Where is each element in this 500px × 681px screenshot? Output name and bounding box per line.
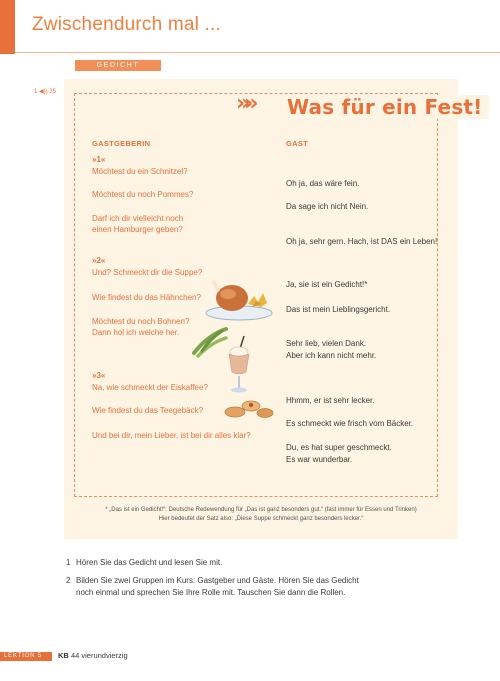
host-line: Darf ich dir vielleicht noch [92,214,184,223]
host-line: Möchtest du noch Pommes? [92,190,194,199]
guest-line: Ja, sie ist ein Gedicht!* [286,280,368,289]
host-line: Na, wie schmeckt der Eiskaffee? [92,383,208,392]
guest-line: Hhmm, er ist sehr lecker. [286,396,375,405]
verse-number: »1« [92,155,106,164]
host-line: einen Hamburger geben? [92,225,183,234]
verse-number: »3« [92,371,106,380]
footnote-line: Hier bedeutet der Satz also: „Diese Suppe schmeckt ganz besonders lecker.“ [158,516,364,522]
page-header-title: Zwischendurch mal ... [32,14,221,35]
host-line: Wie findest du das Hähnchen? [92,293,201,302]
header-rule [15,52,500,53]
guest-line: Aber ich kann nicht mehr. [286,351,377,360]
instruction-number: 1 [66,558,71,567]
guest-column-heading: GAST [286,139,309,148]
iced-coffee-illustration [224,334,256,396]
kb-label: KB [58,651,69,660]
roast-chicken-plate-illustration [204,274,274,322]
host-line: Und bei dir, mein Lieber, ist bei dir alles klar? [92,431,251,440]
guest-line: Du, es hat super geschmeckt. [286,443,392,452]
corner-accent-bar [0,0,15,54]
page-number-word: vierundvierzig [81,651,128,660]
instruction-text: Bilden Sie zwei Gruppen im Kurs: Gastgeber und Gäste. Hören Sie das Gedicht [76,576,359,585]
guest-line: Da sage ich nicht Nein. [286,202,369,211]
verse-number: »2« [92,256,106,265]
guest-line: Es schmeckt wie frisch vom Bäcker. [286,419,414,428]
double-chevron-icon: »» [236,91,253,116]
section-tag: GEDICHT [75,60,161,71]
page-number-digits: 44 [70,651,80,660]
instruction-2-continued: noch einmal und sprechen Sie Ihre Rolle mit. Tauschen Sie dann die Rollen. [76,588,346,597]
page-number [58,651,128,660]
guest-line: Das ist mein Lieblingsgericht. [286,305,391,314]
guest-line: Es war wunderbar. [286,455,353,464]
guest-line: Sehr lieb, vielen Dank. [286,339,367,348]
guest-line: Oh ja, das wäre fein. [286,179,360,188]
footnote-line: * „Das ist ein Gedicht!“: Deutsche Redewendung für „Das ist ganz besonders gut.“ (fast immer für Essen und Trinken) [105,507,417,513]
biscuits-illustration [223,396,275,422]
guest-line: Oh ja, sehr gern. Hach, ist DAS ein Leben! [286,237,438,246]
host-line: Und? Schmeckt dir die Suppe? [92,268,203,277]
host-line: Möchtest du noch Bohnen? [92,317,190,326]
audio-track-label[interactable]: 1 ◀)) 25 [34,89,56,95]
instruction-number: 2 [66,576,71,585]
host-line: Möchtest du ein Schnitzel? [92,167,188,176]
lesson-label: LEKTION 5 [0,652,52,661]
instruction-2 [66,575,359,587]
instruction-text: Hören Sie das Gedicht und lesen Sie mit. [76,558,223,567]
host-column-heading: GASTGEBERIN [92,139,151,148]
host-line: Wie findest du das Teegebäck? [92,406,204,415]
poem-title: Was für ein Fest! [283,95,489,119]
host-line: Dann hol ich welche her. [92,328,180,337]
instruction-1 [66,557,222,569]
